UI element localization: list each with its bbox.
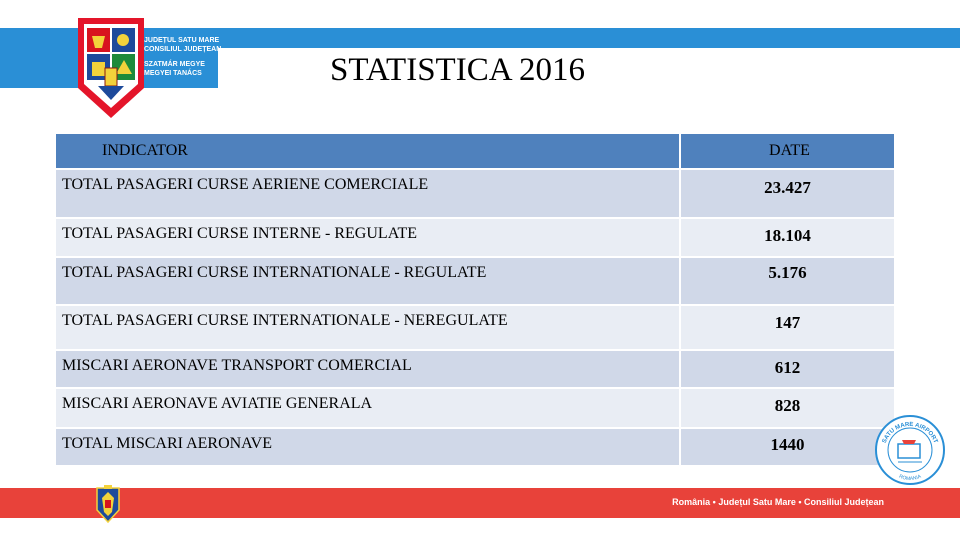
row-value: 18.104 (680, 218, 895, 257)
table-row (55, 428, 895, 466)
statistics-table (54, 132, 896, 467)
table-row (55, 257, 895, 305)
row-value: 147 (680, 305, 895, 350)
row-value: 23.427 (680, 169, 895, 218)
row-value: 1440 (680, 428, 895, 466)
org-line-hu-1: SZATMÁR MEGYE (144, 61, 205, 68)
page-title: STATISTICA 2016 (330, 52, 585, 88)
org-line-hu-2: MEGYEI TANÁCS (144, 70, 202, 77)
org-name (144, 36, 234, 78)
seal-text: SATU MARE AIRPORT (881, 421, 939, 445)
row-label: TOTAL PASAGERI CURSE INTERNATIONALE - NEREGULATE (55, 305, 680, 350)
table-row (55, 305, 895, 350)
row-label: TOTAL PASAGERI CURSE AERIENE COMERCIALE (55, 169, 680, 218)
row-value: 828 (680, 388, 895, 428)
romania-crest-icon (94, 484, 122, 524)
table-row (55, 169, 895, 218)
footer-text: România • Județul Satu Mare • Consiliul Județean (672, 497, 884, 507)
row-label: TOTAL PASAGERI CURSE INTERNE - REGULATE (55, 218, 680, 257)
row-value: 612 (680, 350, 895, 388)
row-value: 5.176 (680, 257, 895, 305)
row-label: MISCARI AERONAVE AVIATIE GENERALA (55, 388, 680, 428)
table-row (55, 350, 895, 388)
seal-subtext: ROMANIA (897, 473, 923, 483)
org-line-2: CONSILIUL JUDEȚEAN (144, 46, 222, 53)
county-crest-icon (78, 18, 144, 118)
org-line-1: JUDEȚUL SATU MARE (144, 37, 220, 44)
row-label: TOTAL PASAGERI CURSE INTERNATIONALE - REGULATE (55, 257, 680, 305)
column-header-indicator: INDICATOR (55, 133, 680, 169)
row-label: MISCARI AERONAVE TRANSPORT COMERCIAL (55, 350, 680, 388)
table-header-row (55, 133, 895, 169)
airport-seal-icon (874, 414, 946, 486)
table-row (55, 388, 895, 428)
row-label: TOTAL MISCARI AERONAVE (55, 428, 680, 466)
column-header-date: DATE (680, 133, 895, 169)
table-row (55, 218, 895, 257)
